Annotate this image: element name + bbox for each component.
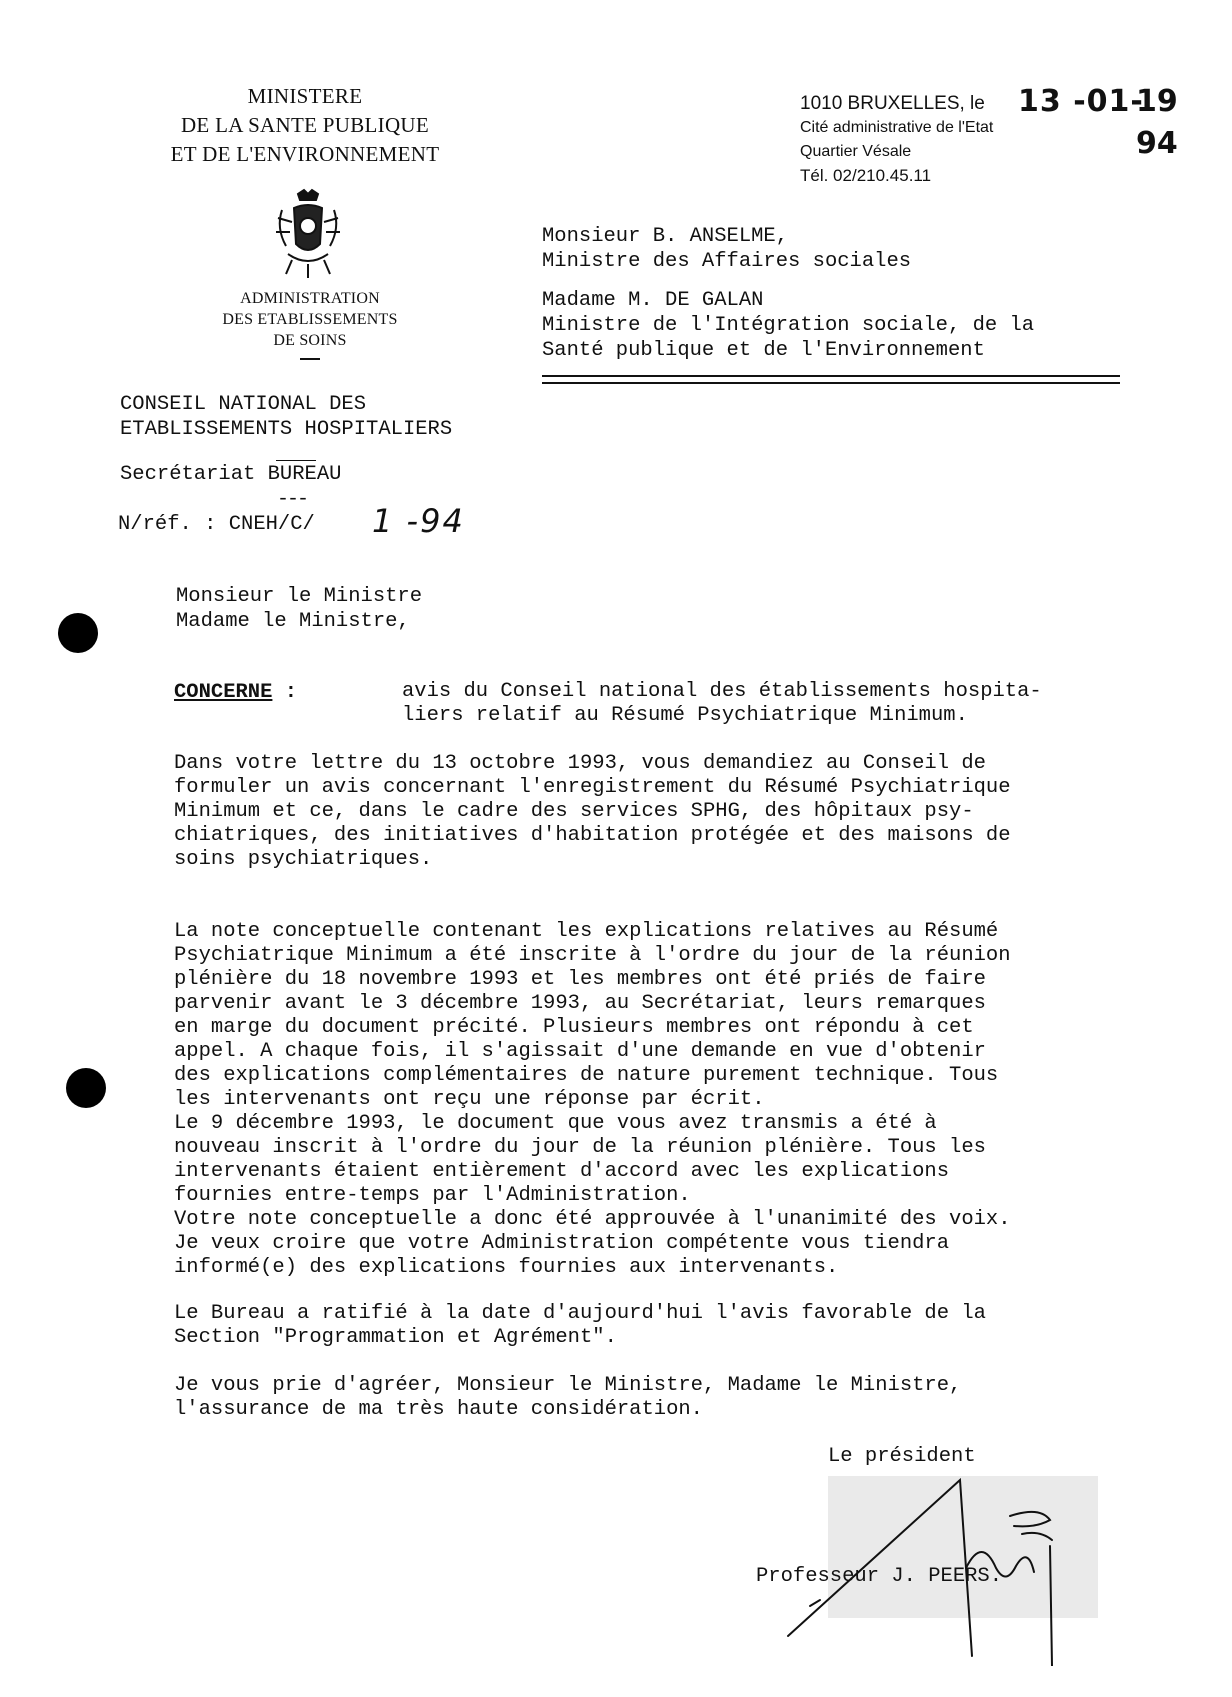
signer-name: Professeur J. PEERS. [756, 1565, 1003, 1588]
recipient-name: Madame M. DE GALAN [542, 289, 764, 312]
administration-line: DE SOINS [273, 332, 347, 349]
secretariat-dash: --- [277, 488, 308, 511]
reference-handwritten: 1 -94 [372, 502, 465, 540]
subject-text [402, 680, 1162, 728]
closing-paragraph: Je vous prie d'agréer, Monsieur le Ministre, Madame le Ministre, l'assurance de ma très haute considération. [174, 1374, 962, 1421]
recipient-title: Santé publique et de l'Environnement [542, 339, 985, 362]
salutation [176, 584, 422, 634]
coat-of-arms-icon [268, 188, 348, 280]
reference-label: N/réf. : CNEH/C/ [118, 513, 315, 536]
address-block [800, 92, 993, 188]
double-rule [542, 375, 1120, 384]
subject-line: liers relatif au Résumé Psychiatrique Minimum. [402, 704, 968, 727]
council-name [120, 392, 452, 442]
subject-colon: : [272, 681, 298, 704]
address-city: 1010 BRUXELLES, le [800, 93, 985, 114]
address-phone: Tél. 02/210.45.11 [800, 166, 932, 185]
recipient-name: Monsieur B. ANSELME, [542, 225, 789, 248]
salutation-line: Madame le Ministre, [176, 610, 410, 633]
subject-label-text: CONCERNE [174, 681, 273, 704]
council-line: CONSEIL NATIONAL DES [120, 393, 367, 416]
subject-label [174, 680, 297, 705]
subject-line: avis du Conseil national des établissements hospita- [402, 680, 1042, 703]
ministry-line: ET DE L'ENVIRONNEMENT [170, 142, 440, 166]
date-year-top: 19 [1136, 84, 1178, 119]
date-year-bottom: 94 [1136, 126, 1178, 161]
punch-hole [58, 613, 98, 653]
body-paragraph: La note conceptuelle contenant les explications relatives au Résumé Psychiatrique Minimum a été inscrite à l'ordre du jour de la réunion plénière du 18 novembre 1993 et les membres ont été priés de faire parvenir avant le 3 décembre 1993, au Secrétariat, leurs remarques en marge du document précité. Plusieurs membres ont répondu à cet appel. A chaque fois, il s'agissait d'une demande en vue d'obtenir des explications complémentaires de nature purement technique. Tous les intervenants ont reçu une réponse par écrit. Le 9 décembre 1993, le document que vous avez transmis a été à nouveau inscrit à l'ordre du jour de la réunion plénière. Tous les intervenants étaient entièrement d'accord avec les explications fournies entre-temps par l'Administration. Votre note conceptuelle a donc été approuvée à l'unanimité des voix. Je veux croire que votre Administration compétente vous tiendra informé(e) des explications fournies aux intervenants. [174, 920, 1011, 1279]
signer-title: Le président [828, 1445, 976, 1468]
recipient-title: Ministre de l'Intégration sociale, de la [542, 314, 1035, 337]
recipients-block [542, 224, 1034, 363]
recipient-title: Ministre des Affaires sociales [542, 250, 912, 273]
body-paragraph: Le Bureau a ratifié à la date d'aujourd'hui l'avis favorable de la Section "Programmation et Agrément". [174, 1302, 986, 1349]
salutation-line: Monsieur le Ministre [176, 585, 423, 608]
address-quarter: Quartier Vésale [800, 143, 912, 160]
secretariat: Secrétariat BUREAU [120, 463, 342, 486]
administration-line: ADMINISTRATION [240, 290, 380, 307]
divider [276, 460, 316, 461]
ministry-line: DE LA SANTE PUBLIQUE [180, 113, 430, 137]
body-paragraph: Dans votre lettre du 13 octobre 1993, vous demandiez au Conseil de formuler un avis concernant l'enregistrement du Résumé Psychiatrique Minimum et ce, dans le cadre des services SPHG, des hôpitaux psy- chiatriques, des initiatives d'habitation protégée et des maisons de soins psychiatriques. [174, 752, 1011, 871]
handwritten-signature-icon [760, 1476, 1120, 1666]
administration-header [190, 288, 430, 351]
council-line: ETABLISSEMENTS HOSPITALIERS [120, 418, 453, 441]
date-stamp: 13 -01- [1018, 84, 1144, 119]
divider [300, 358, 320, 360]
administration-line: DES ETABLISSEMENTS [222, 311, 398, 328]
ministry-header [140, 82, 470, 169]
address-building: Cité administrative de l'Etat [800, 119, 994, 136]
punch-hole [66, 1068, 106, 1108]
ministry-line: MINISTERE [247, 84, 363, 108]
